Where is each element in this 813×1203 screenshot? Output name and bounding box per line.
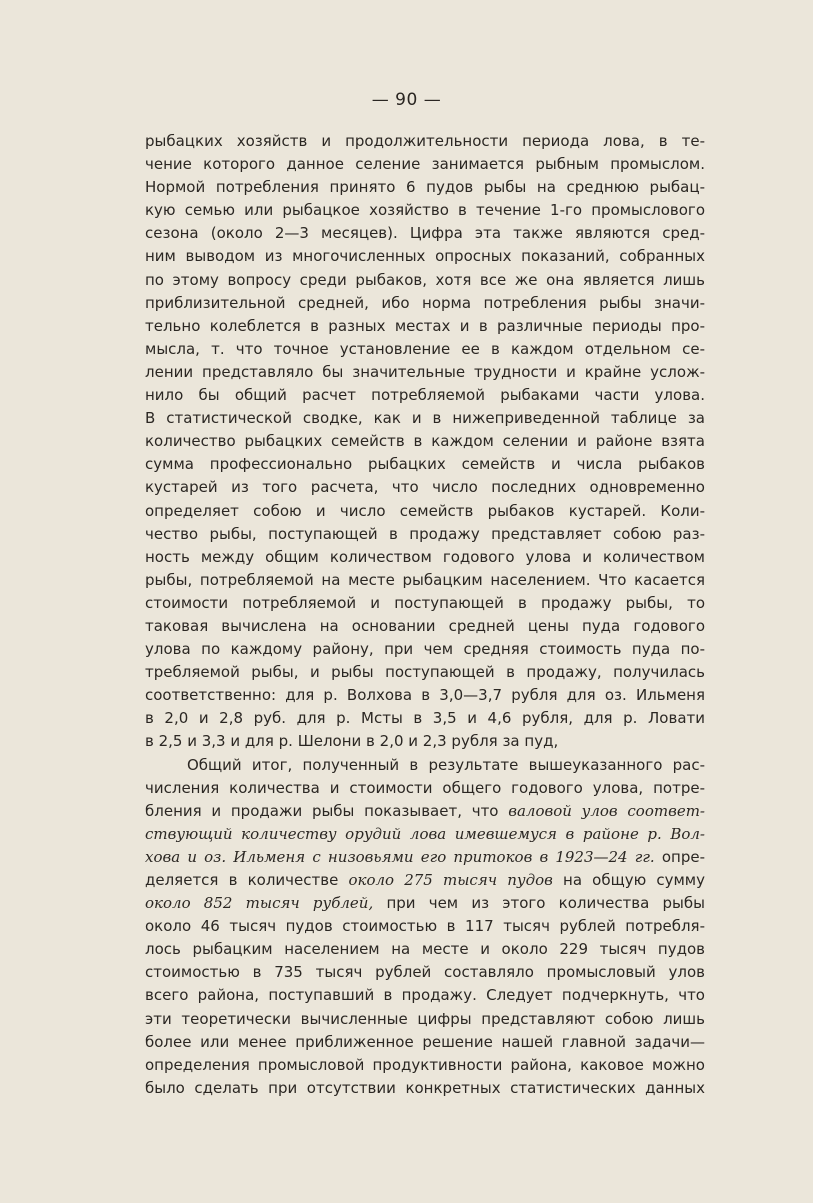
text-line — [145, 869, 705, 892]
text-line: определения промысловой продуктивности района, каковое можно — [145, 1055, 705, 1074]
text-line: мысла, т. что точное установление ее в каждом отдельном се- — [145, 339, 705, 358]
text-line: определяет собою и число семейств рыбаков кустарей. Коли- — [145, 501, 705, 520]
text-line: лении представляло бы значительные трудности и крайне услож- — [145, 362, 705, 381]
text-line: числения количества и стоимости общего годового улова, потре- — [145, 778, 705, 797]
emphasized-text: около 275 тысяч пудов — [348, 871, 553, 889]
text-line — [145, 892, 705, 915]
text-line: более или менее приближенное решение нашей главной задачи— — [145, 1032, 705, 1051]
text-line: было сделать при отсутствии конкретных статистических данных — [145, 1078, 705, 1097]
body-text — [145, 130, 705, 1100]
text-line: ним выводом из многочисленных опросных показаний, собранных — [145, 247, 705, 266]
text-line: стоимостью в 735 тысяч рублей составляло промысловый улов — [145, 963, 705, 982]
emphasized-text: ствующий количеству орудий лова имевшемуся в районе р. Вол- — [145, 824, 705, 843]
text-segment: опре- — [654, 847, 705, 866]
text-line: В статистической сводке, как и в нижеприведенной таблице за — [145, 409, 705, 428]
text-line: Нормой потребления принято 6 пудов рыбы на среднюю рыбац- — [145, 178, 705, 197]
text-line: в 2,0 и 2,8 руб. для р. Мсты в 3,5 и 4,6 рубля, для р. Ловати — [145, 709, 705, 728]
text-line: улова по каждому району, при чем средняя стоимость пуда по- — [145, 640, 705, 659]
text-line: количество рыбацких семейств в каждом селении и районе взята — [145, 432, 705, 451]
text-line: тельно колеблется в разных местах и в различные периоды про- — [145, 316, 705, 335]
text-segment: при чем из этого количества рыбы — [373, 894, 705, 913]
text-line: эти теоретически вычисленные цифры представляют собою лишь — [145, 1009, 705, 1028]
text-line: кустарей из того расчета, что число последних одновременно — [145, 478, 705, 497]
text-line: таковая вычислена на основании средней цены пуда годового — [145, 616, 705, 635]
text-line: около 46 тысяч пудов стоимостью в 117 тысяч рублей потребля- — [145, 917, 705, 936]
emphasized-text: около 852 тысяч рублей, — [145, 894, 374, 913]
text-line: чество рыбы, поступающей в продажу представляет собою раз- — [145, 524, 705, 543]
text-line: сумма профессионально рыбацких семейств и числа рыбаков — [145, 455, 705, 474]
text-line: чение которого данное селение занимается рыбным промыслом. — [145, 155, 705, 174]
text-line: лось рыбацким населением на месте и около 229 тысяч пудов — [145, 940, 705, 959]
text-line: соответственно: для р. Волхова в 3,0—3,7 рубля для оз. Ильменя — [145, 686, 705, 705]
text-line: рыбацких хозяйств и продолжительности периода лова, в те- — [145, 132, 705, 150]
text-line: по этому вопросу среди рыбаков, хотя все же она является лишь — [145, 270, 705, 289]
text-line: рыбы, потребляемой на месте рыбацким населением. Что касается — [145, 570, 705, 589]
text-line: Общий итог, полученный в результате вышеуказанного рас- — [187, 755, 705, 774]
text-line: стоимости потребляемой и поступающей в продажу рыбы, то — [145, 593, 705, 612]
text-line: требляемой рыбы, и рыбы поступающей в продажу, получилась — [145, 663, 705, 682]
text-line: приблизительной средней, ибо норма потребления рыбы значи- — [145, 293, 705, 312]
text-line — [145, 800, 705, 823]
text-line — [145, 823, 705, 846]
text-segment: деляется в количестве — [145, 871, 349, 889]
text-line — [145, 846, 705, 869]
page-number: — 90 — — [371, 90, 442, 110]
text-segment: бления и продажи рыбы показывает, что — [145, 801, 509, 820]
text-line: в 2,5 и 3,3 и для р. Шелони в 2,0 и 2,3 рубля за пуд, — [145, 732, 559, 751]
text-line: сезона (около 2—3 месяцев). Цифра эта также являются сред- — [145, 224, 705, 243]
text-line: всего района, поступавший в продажу. Следует подчеркнуть, что — [145, 986, 705, 1005]
text-line: нило бы общий расчет потребляемой рыбаками части улова. — [145, 386, 705, 405]
emphasized-text: валовой улов соответ- — [508, 801, 705, 820]
text-line: кую семью или рыбацкое хозяйство в течение 1-го промыслового — [145, 201, 705, 220]
text-line: ность между общим количеством годового улова и количеством — [145, 547, 705, 566]
text-segment: на общую сумму — [552, 871, 705, 889]
emphasized-text: хова и оз. Ильменя с низовьями его притоков в 1923—24 гг. — [145, 847, 655, 866]
